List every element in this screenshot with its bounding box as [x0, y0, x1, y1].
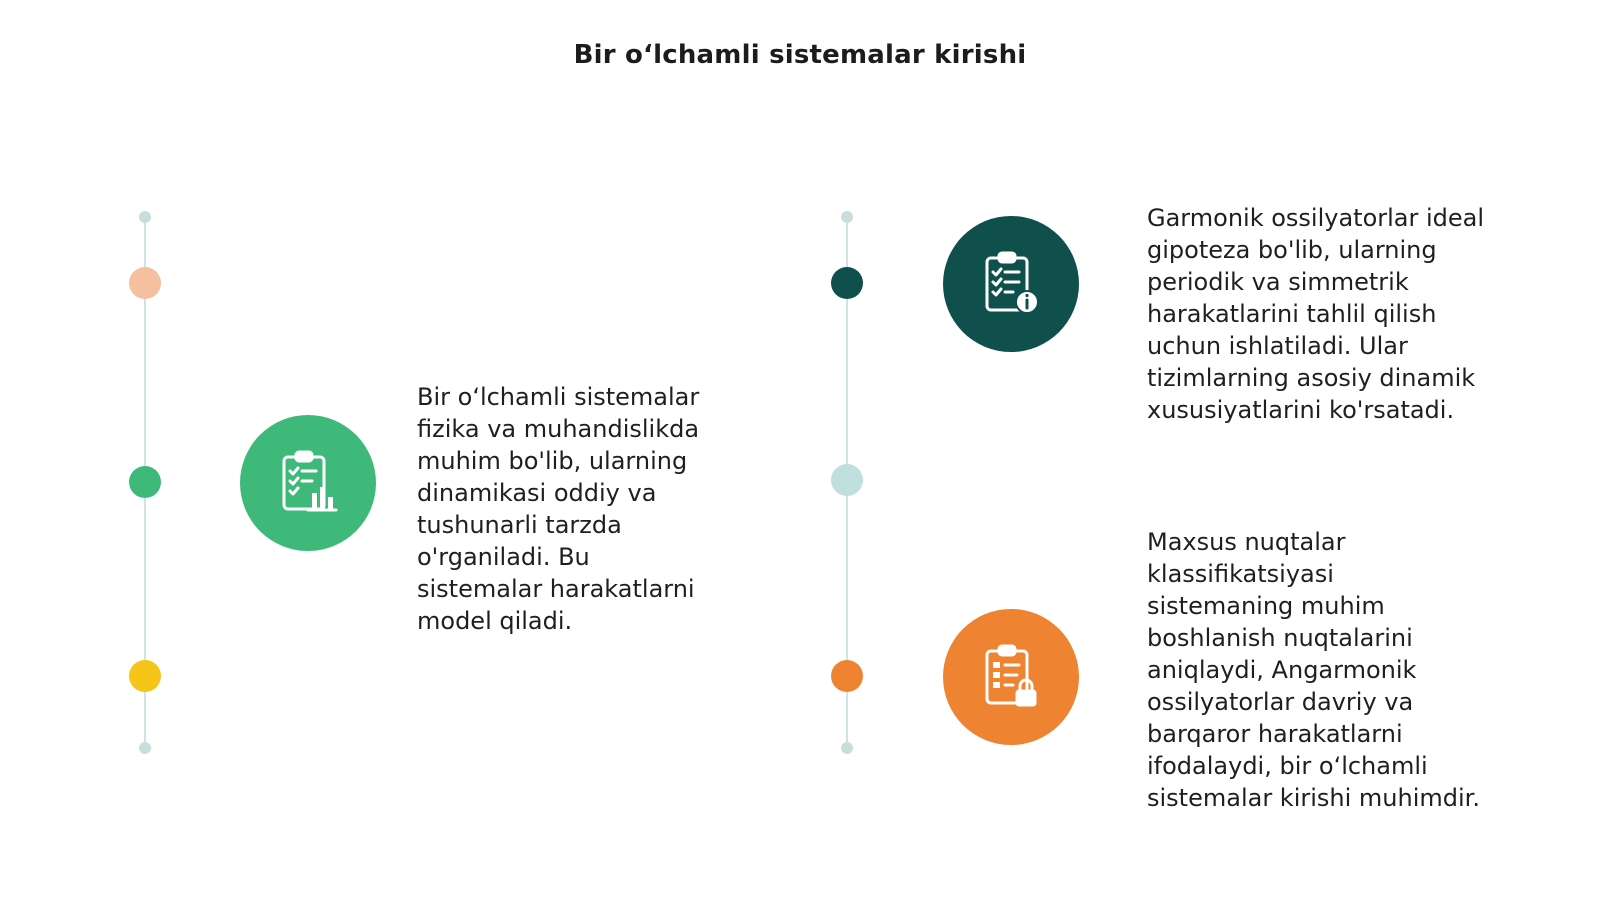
- left-timeline-dot-peach: [129, 267, 161, 299]
- item-1-icon-circle: [240, 415, 376, 551]
- right-timeline-dot-light-teal: [831, 464, 863, 496]
- item-2-description: Garmonik ossilyatorlar ideal gipoteza bo'lib, ularning periodik va simmetrik harakatlarini tahlil qilish uchun ishlatiladi. Ular tizimlarning asosiy dinamik xususiyatlarini ko'rsatadi.: [1147, 204, 1485, 424]
- clipboard-lock-icon: [975, 641, 1047, 713]
- clipboard-info-icon: [975, 248, 1047, 320]
- right-timeline-bottom-cap: [841, 742, 853, 754]
- left-timeline-dot-yellow: [129, 660, 161, 692]
- left-timeline-dot-green: [129, 466, 161, 498]
- right-timeline-dot-dark-teal: [831, 267, 863, 299]
- left-timeline-top-cap: [139, 211, 151, 223]
- right-timeline-top-cap: [841, 211, 853, 223]
- item-3-icon-circle: [943, 609, 1079, 745]
- right-timeline-dot-orange: [831, 660, 863, 692]
- clipboard-chart-icon: [272, 447, 344, 519]
- item-3-description: Maxsus nuqtalar klassifikatsiyasi sistemaning muhim boshlanish nuqtalarini aniqlaydi, Angarmonik ossilyatorlar davriy va barqaror harakatlarni ifodalaydi, bir o‘lchamli sistemalar kirishi muhimdir.: [1147, 528, 1480, 812]
- page-title: Bir o‘lchamli sistemalar kirishi: [573, 40, 1027, 70]
- left-timeline-bottom-cap: [139, 742, 151, 754]
- item-1-description: Bir o‘lchamli sistemalar fizika va muhandislikda muhim bo'lib, ularning dinamikasi oddiy va tushunarli tarzda o'rganiladi. Bu sistemalar harakatlarni model qiladi.: [417, 383, 700, 635]
- item-2-icon-circle: [943, 216, 1079, 352]
